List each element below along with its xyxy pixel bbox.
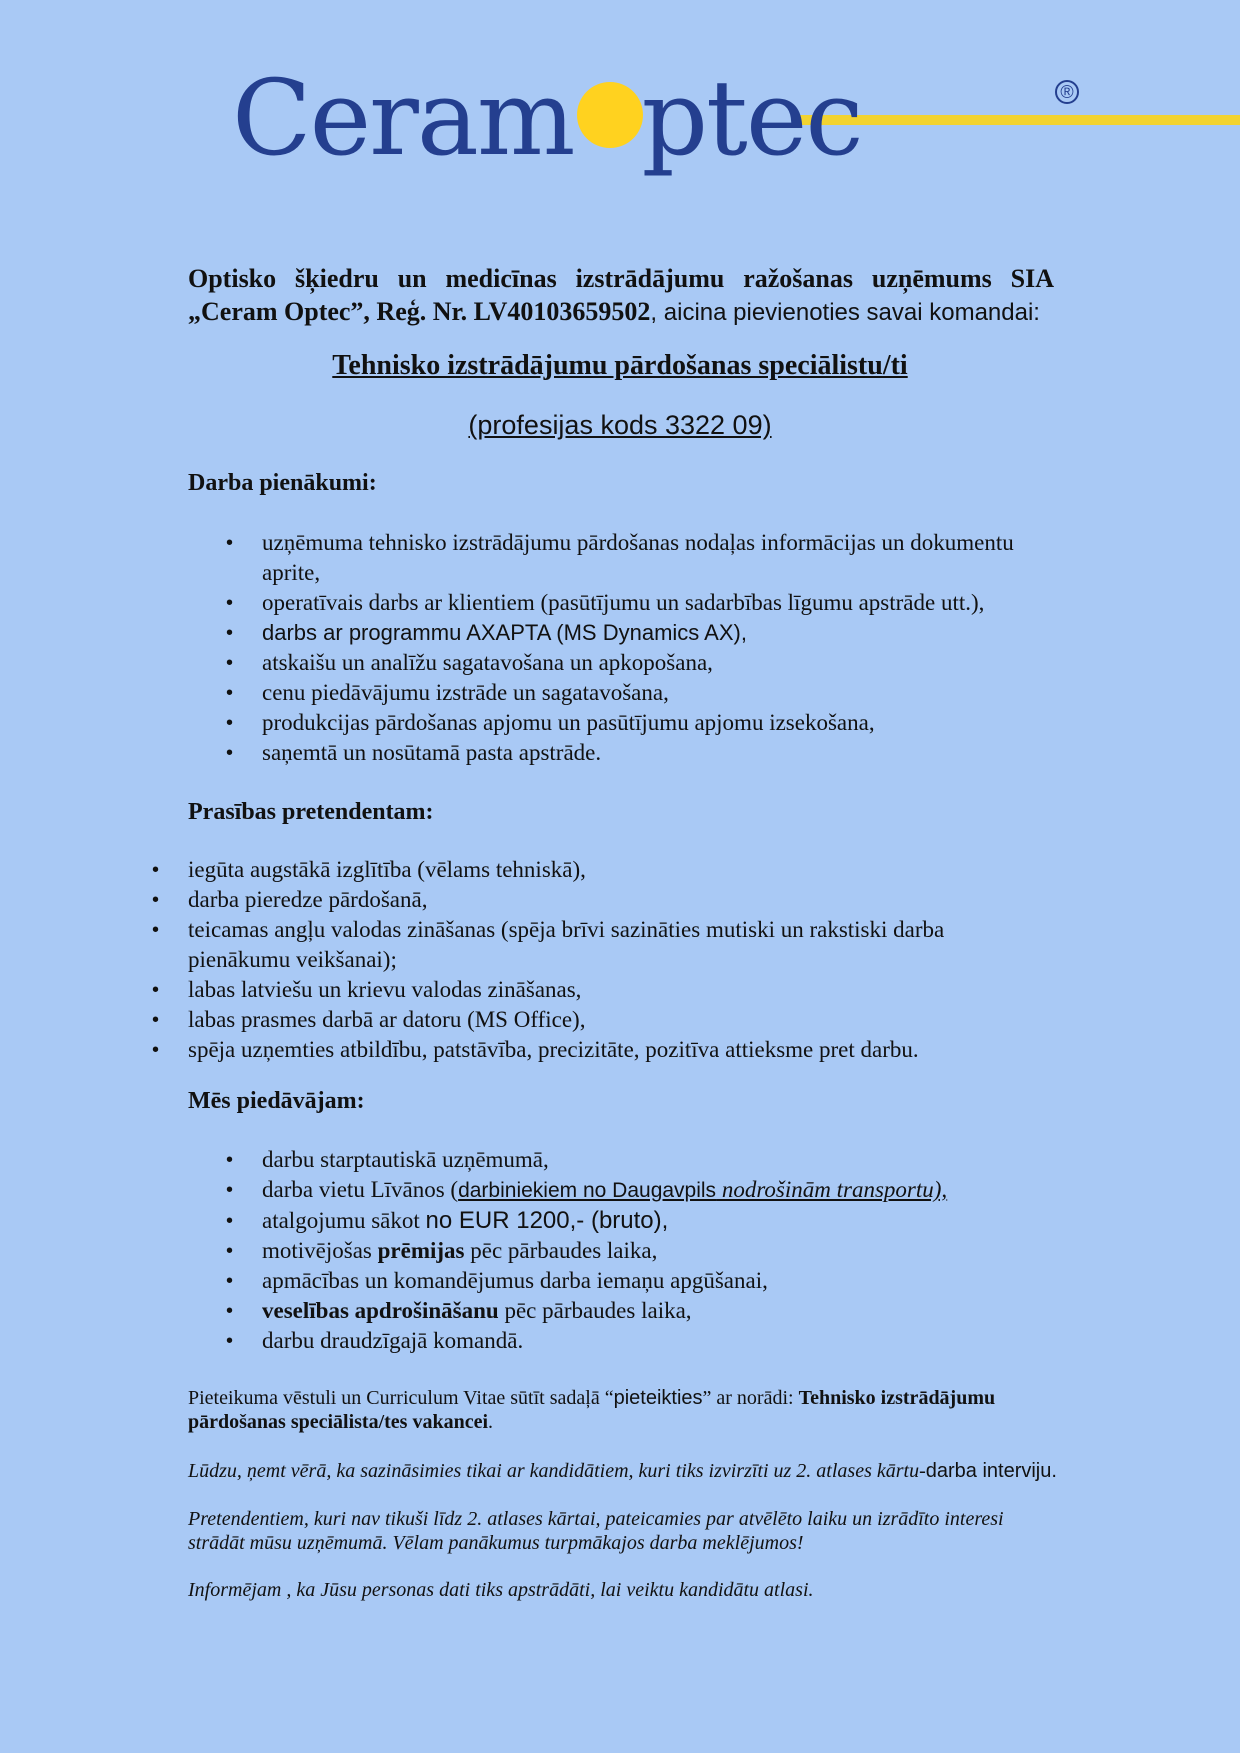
offer-transport: nodrošinām transportu), [716, 1177, 948, 1202]
list-item: • saņemtā un nosūtamā pasta apstrāde. [262, 738, 1062, 768]
offers-heading: Mēs piedāvājam: [188, 1088, 365, 1114]
notice-interview [188, 1459, 1058, 1483]
list-item: • operatīvais darbs ar klientiem (pasūtījumu un sadarbības līgumu apstrāde utt.), [262, 588, 1062, 618]
notice-privacy: Informējam , ka Jūsu personas dati tiks apstrādāti, lai veiktu kandidātu atlasi. [188, 1579, 814, 1601]
notice-interview-text: Lūdzu, ņemt vērā, ka sazināsimies tikai ar kandidātiem, kuri tiks izvirzīti uz 2. atlases kārtu- [188, 1460, 926, 1482]
profession-code: (profesijas kods 3322 09) [468, 410, 772, 440]
registered-icon: ® [1055, 80, 1079, 104]
requirements-list [188, 855, 1048, 1065]
intro-paragraph [188, 262, 1054, 329]
list-item: • darba pieredze pārdošanā, [188, 885, 1048, 915]
application-text-mid: ” ar norādi: [702, 1387, 799, 1409]
logo-text-before: Ceram [232, 57, 574, 179]
application-text: Pieteikuma vēstuli un Curriculum Vitae sūtīt sadaļā “ [188, 1387, 614, 1409]
application-text-end: . [488, 1411, 494, 1433]
notice-thanks: Pretendentiem, kuri nav tikuši līdz 2. atlases kārtai, pateicamies par atvēlēto laiku un izrādīto interesi strādāt mūsu uzņēmumā. Vēlam panākumus turpmākajos darba meklējumos! [188, 1508, 1004, 1554]
list-item [262, 1296, 1062, 1326]
application-instructions [188, 1386, 1058, 1434]
list-item [262, 1175, 1062, 1206]
logo-dot-icon [577, 82, 643, 148]
list-item: • darbu draudzīgajā komandā. [262, 1326, 1062, 1356]
list-item: • apmācības un komandējumus darba iemaņu apgūšanai, [262, 1266, 1062, 1296]
offer-location: darba vietu Līvānos ( [262, 1177, 459, 1202]
list-item: • produkcijas pārdošanas apjomu un pasūtījumu apjomu izsekošana, [262, 708, 1062, 738]
offers-list [262, 1145, 1062, 1356]
list-item: • teicamas angļu valodas zināšanas (spēja brīvi sazināties mutiski un rakstiski darba pienākumu veikšanai); [188, 915, 1048, 975]
intro-invite: , aicina pievienoties savai komandai: [650, 299, 1040, 326]
list-item: • atskaišu un analīžu sagatavošana un apkopošana, [262, 648, 1062, 678]
list-item [262, 1236, 1062, 1266]
offer-salary: no EUR 1200,- (bruto), [425, 1207, 669, 1234]
offer-salary-label: atalgojumu sākot [262, 1208, 426, 1233]
offer-bonus-label: motivējošas [262, 1238, 378, 1263]
offer-bonus-note: pēc pārbaudes laika, [464, 1238, 658, 1263]
notice-interview-end: darba interviju. [925, 1460, 1057, 1482]
list-item: • labas prasmes darbā ar datoru (MS Office), [188, 1005, 1048, 1035]
offer-insurance-note: pēc pārbaudes laika, [498, 1298, 692, 1323]
logo-wordmark [232, 58, 862, 178]
list-item: • cenu piedāvājumu izstrāde un sagatavošana, [262, 678, 1062, 708]
apply-link[interactable]: pieteikties [613, 1387, 703, 1409]
offer-insurance: veselības apdrošināšanu [262, 1298, 499, 1323]
list-item: • labas latviešu un krievu valodas zināšanas, [188, 975, 1048, 1005]
list-item: • spēja uzņemties atbildību, patstāvība, precizitāte, pozitīva attieksme pret darbu. [188, 1035, 1048, 1065]
list-item: • darbs ar programmu AXAPTA (MS Dynamics AX), [262, 618, 1062, 648]
job-title: Tehnisko izstrādājumu pārdošanas speciālistu/ti [332, 350, 908, 381]
duties-heading: Darba pienākumi: [188, 470, 377, 496]
offer-bonus: prēmijas [377, 1238, 465, 1263]
list-item: • uzņēmuma tehnisko izstrādājumu pārdošanas nodaļas informācijas un dokumentu aprite, [262, 528, 1062, 588]
application-reference: Tehnisko izstrādājumu pārdošanas speciālista/tes vakancei [188, 1387, 996, 1433]
offer-transport-note: darbiniekiem no Daugavpils [458, 1179, 717, 1202]
list-item [262, 1206, 1062, 1236]
list-item: • darbu starptautiskā uzņēmumā, [262, 1145, 1062, 1175]
logo-text-after: ptec [641, 57, 862, 179]
requirements-heading: Prasības pretendentam: [188, 799, 434, 825]
duties-list [262, 528, 1062, 768]
list-item: • iegūta augstākā izglītība (vēlams tehniskā), [188, 855, 1048, 885]
intro-company: Optisko šķiedru un medicīnas izstrādājumu ražošanas uzņēmums SIA „Ceram Optec”, Reģ. Nr. LV40103659502 [188, 264, 1054, 326]
company-logo [232, 57, 1074, 182]
